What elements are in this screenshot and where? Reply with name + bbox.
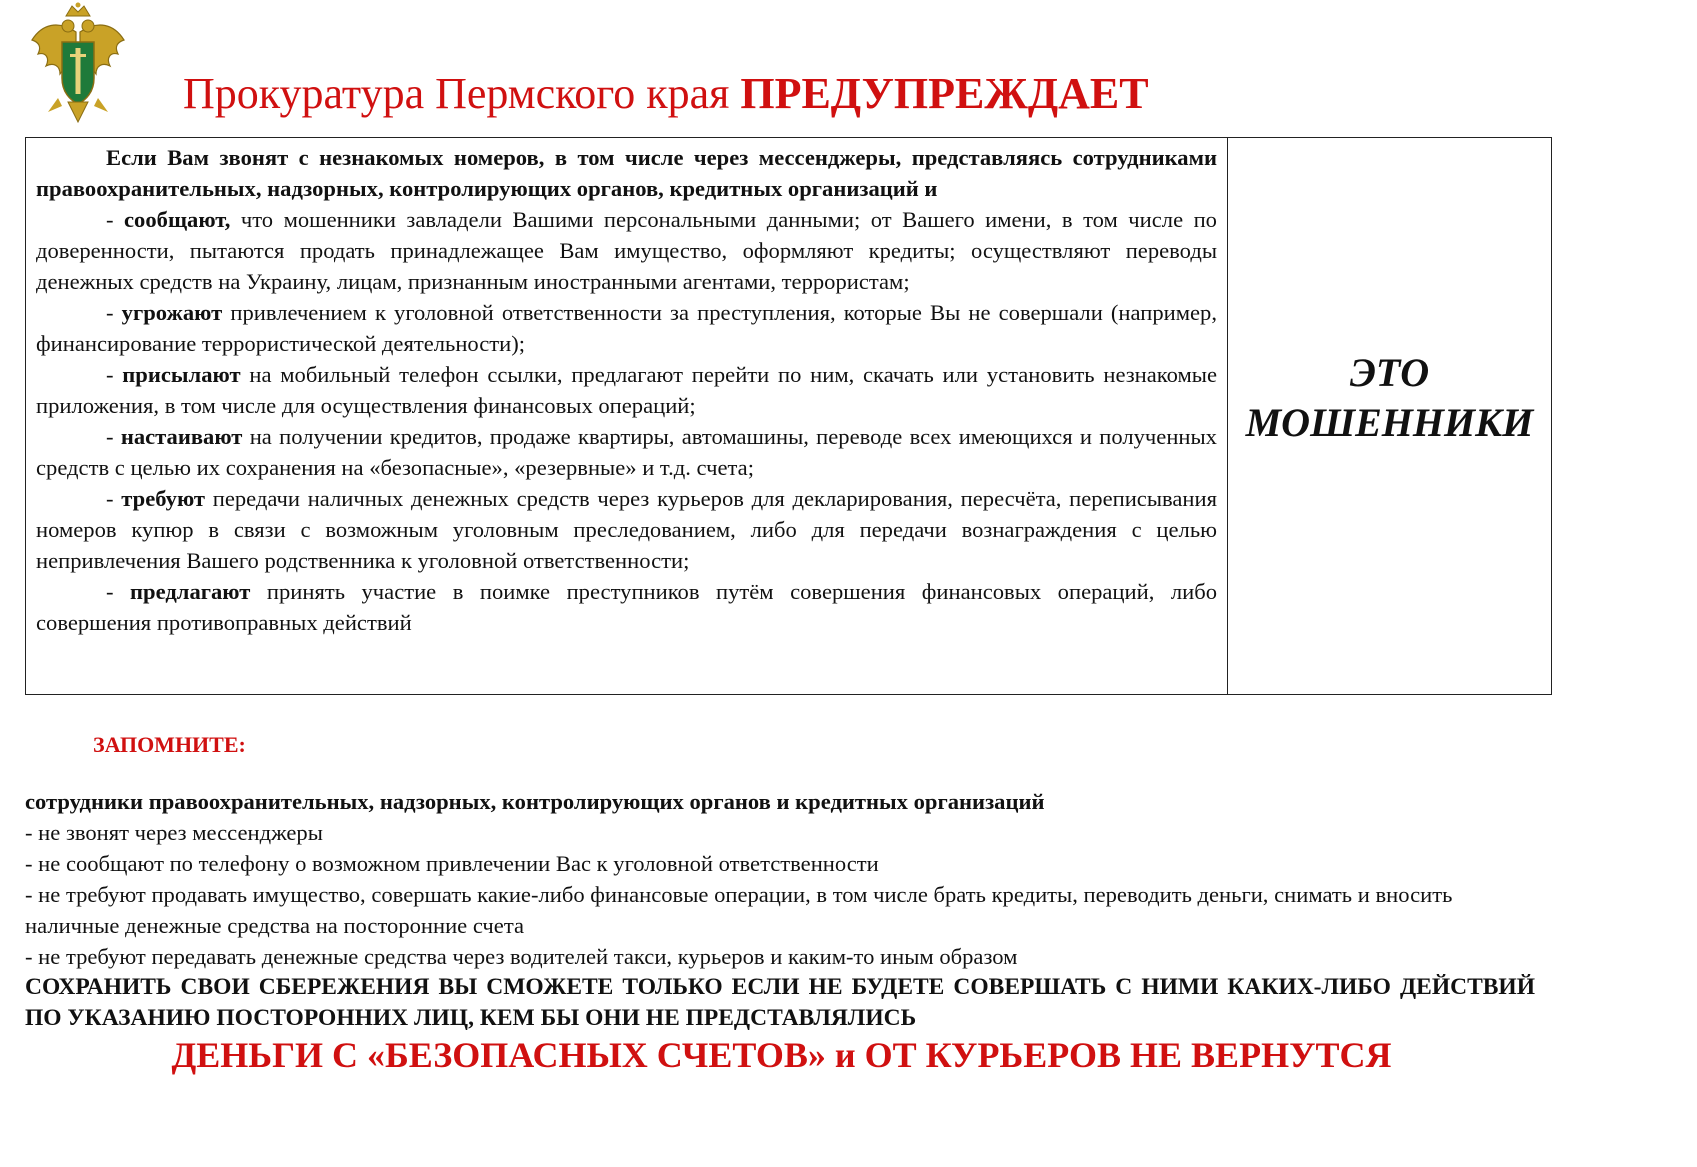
- page-title: [183, 66, 1149, 122]
- item-keyword: сообщают,: [124, 207, 231, 232]
- org-name: Прокуратура Пермского края: [183, 69, 730, 118]
- item-text: привлечением к уголовной ответственности за преступления, которые Вы не совершали (например, финансирование террористической деятельности);: [36, 300, 1217, 356]
- warning-lead: Если Вам звонят с незнакомых номеров, в том числе через мессенджеры, представляясь сотрудниками правоохранительных, надзорных, контролирующих органов, кредитных организаций и: [36, 145, 1217, 201]
- warning-item: [36, 576, 1217, 638]
- item-prefix: -: [106, 207, 125, 232]
- item-keyword: предлагают: [130, 579, 251, 604]
- memo-point: - не сообщают по телефону о возможном привлечении Вас к уголовной ответственности: [25, 851, 879, 876]
- remember-heading: ЗАПОМНИТЕ:: [93, 732, 246, 757]
- warning-item: [36, 204, 1217, 297]
- item-prefix: -: [106, 362, 123, 387]
- memo-lead: сотрудники правоохранительных, надзорных, контролирующих органов и кредитных организаций: [25, 789, 1045, 814]
- warning-table: [25, 137, 1552, 695]
- warning-item: [36, 297, 1217, 359]
- item-keyword: требуют: [121, 486, 206, 511]
- warning-item: [36, 421, 1217, 483]
- warning-item: [36, 483, 1217, 576]
- warns-word: ПРЕДУПРЕЖДАЕТ: [740, 69, 1149, 118]
- item-text: на получении кредитов, продаже квартиры, автомашины, переводе всех имеющихся и полученных средств с целью их сохранения на «безопасные», «резервные» и т.д. счета;: [36, 424, 1217, 480]
- caps-notice: СОХРАНИТЬ СВОИ СБЕРЕЖЕНИЯ ВЫ СМОЖЕТЕ ТОЛЬКО ЕСЛИ НЕ БУДЕТЕ СОВЕРШАТЬ С НИМИ КАКИХ-ЛИБО ДЕЙСТВИЙ ПО УКАЗАНИЮ ПОСТОРОННИХ ЛИЦ, КЕМ БЫ ОНИ НЕ ПРЕДСТАВЛЯЛИСЬ: [25, 974, 1535, 1031]
- verdict-line-2: МОШЕННИКИ: [1245, 400, 1534, 445]
- item-prefix: -: [106, 424, 121, 449]
- memo-point: - не звонят через мессенджеры: [25, 820, 323, 845]
- item-keyword: угрожают: [121, 300, 223, 325]
- item-prefix: -: [106, 579, 131, 604]
- item-prefix: -: [106, 486, 122, 511]
- item-text: принять участие в поимке преступников путём совершения финансовых операций, либо совершения противоправных действий: [36, 579, 1217, 635]
- prosecutor-emblem-icon: [28, 2, 128, 130]
- item-text: что мошенники завладели Вашими персональными данными; от Вашего имени, в том числе по доверенности, пытаются продать принадлежащее Вам имущество, оформляют кредиты; осуществляют переводы денежных средств на Украину, лицам, признанным иностранными агентами, террористам;: [36, 207, 1217, 294]
- item-text: передачи наличных денежных средств через курьеров для декларирования, пересчёта, переписывания номеров купюр в связи с возможным уголовным преследованием, либо для передачи вознаграждения с целью непривлечения Вашего родственника к уголовной ответственности;: [36, 486, 1217, 573]
- memo-point: - не требуют передавать денежные средства через водителей такси, курьеров и каким-то иным образом: [25, 944, 1018, 969]
- emblem-graphic: [28, 2, 128, 130]
- item-keyword: настаивают: [120, 424, 243, 449]
- item-text: на мобильный телефон ссылки, предлагают перейти по ним, скачать или установить незнакомые приложения, в том числе для осуществления финансовых операций;: [36, 362, 1217, 418]
- item-prefix: -: [106, 300, 122, 325]
- warning-signs-cell: [26, 138, 1228, 694]
- verdict-text: [1246, 348, 1534, 448]
- verdict-cell: [1228, 138, 1551, 694]
- final-warning: ДЕНЬГИ С «БЕЗОПАСНЫХ СЧЕТОВ» и ОТ КУРЬЕРОВ НЕ ВЕРНУТСЯ: [171, 1035, 1392, 1075]
- item-keyword: присылают: [122, 362, 241, 387]
- warning-item: [36, 359, 1217, 421]
- remember-memo: [25, 786, 1535, 1034]
- memo-point: - не требуют продавать имущество, совершать какие-либо финансовые операции, в том числе брать кредиты, переводить деньги, снимать и вносить наличные денежные средства на посторонние счета: [25, 882, 1453, 938]
- verdict-line-1: ЭТО: [1349, 350, 1430, 395]
